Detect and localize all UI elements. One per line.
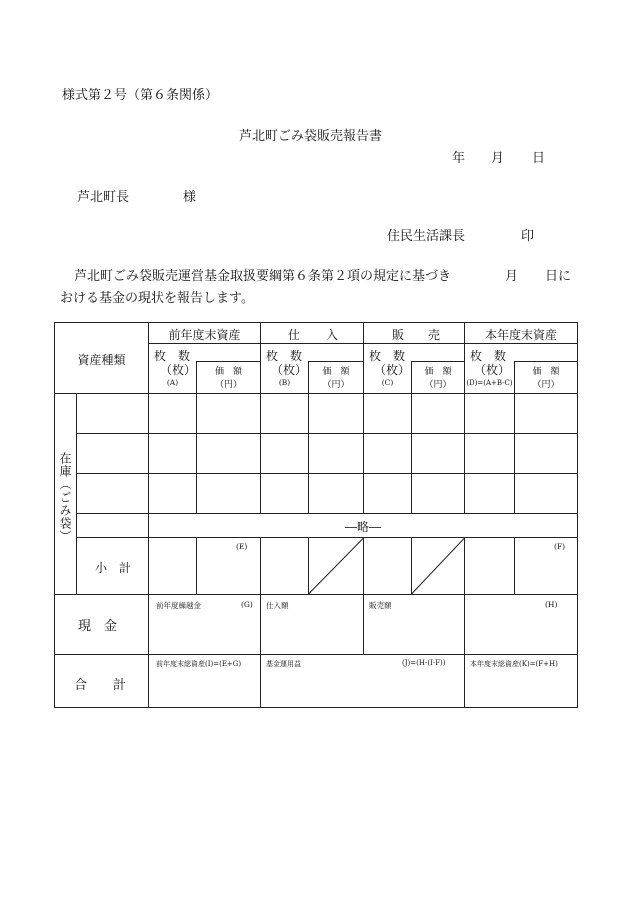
cash-prev-label: 前年度繰越金 bbox=[156, 601, 201, 610]
cash-label: 現 金 bbox=[78, 619, 118, 634]
seal-mark: 印 bbox=[521, 229, 535, 244]
group-sale-2: 売 bbox=[428, 328, 441, 342]
group-sale-1: 販 bbox=[392, 328, 405, 342]
group-purchase-2: 入 bbox=[326, 328, 339, 342]
form-number: 様式第２号（第６条関係） bbox=[62, 88, 219, 103]
value-label-c: 価 額 bbox=[424, 367, 452, 377]
body-line2: おける基金の現状を報告します。 bbox=[60, 291, 254, 306]
inventory-label: 在庫（ごみ袋） bbox=[58, 452, 72, 543]
value-unit-a: （円） bbox=[214, 380, 242, 390]
date-month: 月 bbox=[491, 151, 505, 166]
asset-type-label: 資産種類 bbox=[77, 353, 126, 367]
document-title: 芦北町ごみ袋販売報告書 bbox=[239, 129, 383, 144]
subtotal-label: 小 計 bbox=[95, 561, 132, 575]
total-prev-label: 前年度末総資産(I)=(E+G) bbox=[156, 660, 242, 668]
code-a: (A) bbox=[166, 378, 179, 387]
omitted-marker: ―略― bbox=[344, 520, 381, 534]
value-unit-d: （円） bbox=[532, 380, 560, 390]
date-day: 日 bbox=[532, 151, 546, 166]
sender-name: 住民生活課長 bbox=[387, 229, 466, 244]
fund-income-label: 基金運用益 bbox=[266, 660, 301, 668]
code-f: (F) bbox=[554, 542, 566, 551]
group-purchase-1: 仕 bbox=[288, 328, 301, 342]
diagonal-sale bbox=[412, 538, 465, 594]
count-unit-d: （枚） bbox=[474, 363, 511, 377]
group-prev-year-end: 前年度末資産 bbox=[168, 328, 241, 342]
cash-purchase-label: 仕入額 bbox=[266, 601, 289, 610]
value-label-d: 価 額 bbox=[532, 367, 560, 377]
count-label-c: 枚 数 bbox=[369, 349, 406, 363]
group-this-year-end: 本年度末資産 bbox=[484, 328, 557, 342]
count-label-b: 枚 数 bbox=[266, 349, 303, 363]
count-label-d: 枚 数 bbox=[470, 349, 507, 363]
code-g: (G) bbox=[241, 600, 253, 609]
addressee-name: 芦北町長 bbox=[77, 190, 130, 205]
code-b: (B) bbox=[278, 378, 291, 387]
code-e: (E) bbox=[236, 542, 248, 551]
code-c: (C) bbox=[381, 378, 394, 387]
body-month: 月 bbox=[505, 269, 519, 284]
value-unit-c: （円） bbox=[424, 380, 452, 390]
code-h: (H) bbox=[545, 600, 558, 609]
count-unit-b: （枚） bbox=[271, 363, 308, 377]
count-unit-c: （枚） bbox=[374, 363, 411, 377]
code-d: (D)=(A+B-C) bbox=[466, 379, 513, 387]
cash-sales-label: 販売額 bbox=[369, 601, 392, 610]
count-label-a: 枚 数 bbox=[154, 349, 191, 363]
body-line1: 芦北町ごみ袋販売運営基金取扱要綱第６条第２項の規定に基づき bbox=[74, 269, 452, 284]
date-year: 年 bbox=[452, 151, 466, 166]
total-label: 合 計 bbox=[74, 678, 127, 693]
fund-income-formula: (J)=(H-(I-F)) bbox=[402, 659, 446, 667]
value-label-b: 価 額 bbox=[322, 367, 350, 377]
count-unit-a: （枚） bbox=[160, 363, 197, 377]
total-this-label: 本年度末総資産(K)=(F+H) bbox=[470, 660, 558, 668]
diagonal-purchase bbox=[309, 538, 364, 594]
addressee-honorific: 様 bbox=[183, 190, 197, 205]
value-label-a: 価 額 bbox=[214, 367, 242, 377]
body-day: 日に bbox=[545, 269, 572, 284]
value-unit-b: （円） bbox=[322, 380, 350, 390]
